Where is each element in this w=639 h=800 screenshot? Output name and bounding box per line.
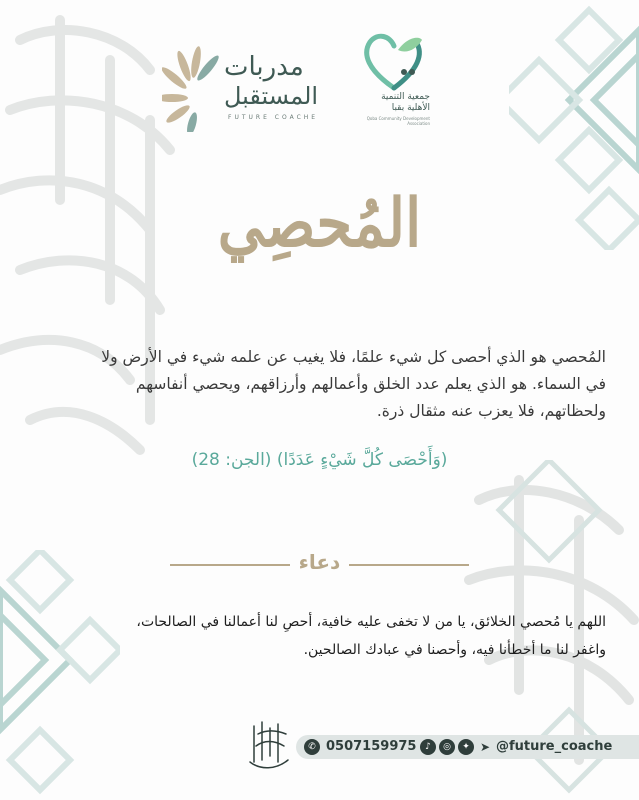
bottom-left-ornament	[0, 550, 120, 800]
association-logo	[358, 28, 458, 132]
association-arabic-name: جمعية التنمية الأهلية بقبا	[381, 92, 430, 113]
contact-bar	[296, 735, 639, 759]
future-coaches-arabic-line2: المستقبل	[224, 82, 319, 110]
dua-divider-left	[349, 564, 469, 566]
dua-heading-row	[0, 550, 639, 574]
future-coaches-arabic-line1: مدربات	[224, 52, 304, 82]
future-coaches-english: FUTURE COACHE	[228, 114, 319, 121]
future-coaches-logo	[162, 36, 322, 132]
quran-verse: (وَأَحْصَى كُلَّ شَيْءٍ عَدَدًا) (الجن: 28)	[191, 450, 448, 470]
dua-divider-right	[170, 564, 290, 566]
page-title: المُحصِي	[217, 183, 422, 263]
instagram-icon[interactable]: ◎	[439, 739, 455, 755]
twitter-icon[interactable]: ✦	[458, 739, 474, 755]
phone-number[interactable]: 0507159975	[326, 739, 417, 754]
dua-heading: دعاء	[298, 550, 341, 574]
tiktok-icon[interactable]: ♪	[420, 739, 436, 755]
social-handle[interactable]: @future_coache	[496, 739, 613, 754]
calligraphy-emblem-icon	[246, 716, 294, 776]
heart-leaf-logo-icon	[358, 28, 430, 92]
whatsapp-icon[interactable]: ✆	[304, 739, 320, 755]
title-container	[0, 178, 639, 308]
telegram-icon[interactable]: ➤	[479, 740, 491, 754]
description-paragraph: المُحصي هو الذي أحصى كل شيء علمًا، فلا يغيب عن علمه شيء في الأرض ولا في السماء. هو الذي يعلم عدد الخلق وأعمالهم وأرزاقهم، ويحصي أنفاسهم ولحظاتهم، فلا يعزب عنه مثقال ذرة.	[101, 348, 606, 420]
sunburst-logo-icon	[162, 36, 226, 132]
dua-text: اللهم يا مُحصي الخلائق، يا من لا تخفى عليه خافية، أحصِ لنا أعمالنا في الصالحات، واغفر لنا ما أخطأنا فيه، وأحصنا في عبادك الصالحين.	[136, 614, 606, 658]
association-english-name: Qoba Community Development Association	[366, 116, 430, 126]
